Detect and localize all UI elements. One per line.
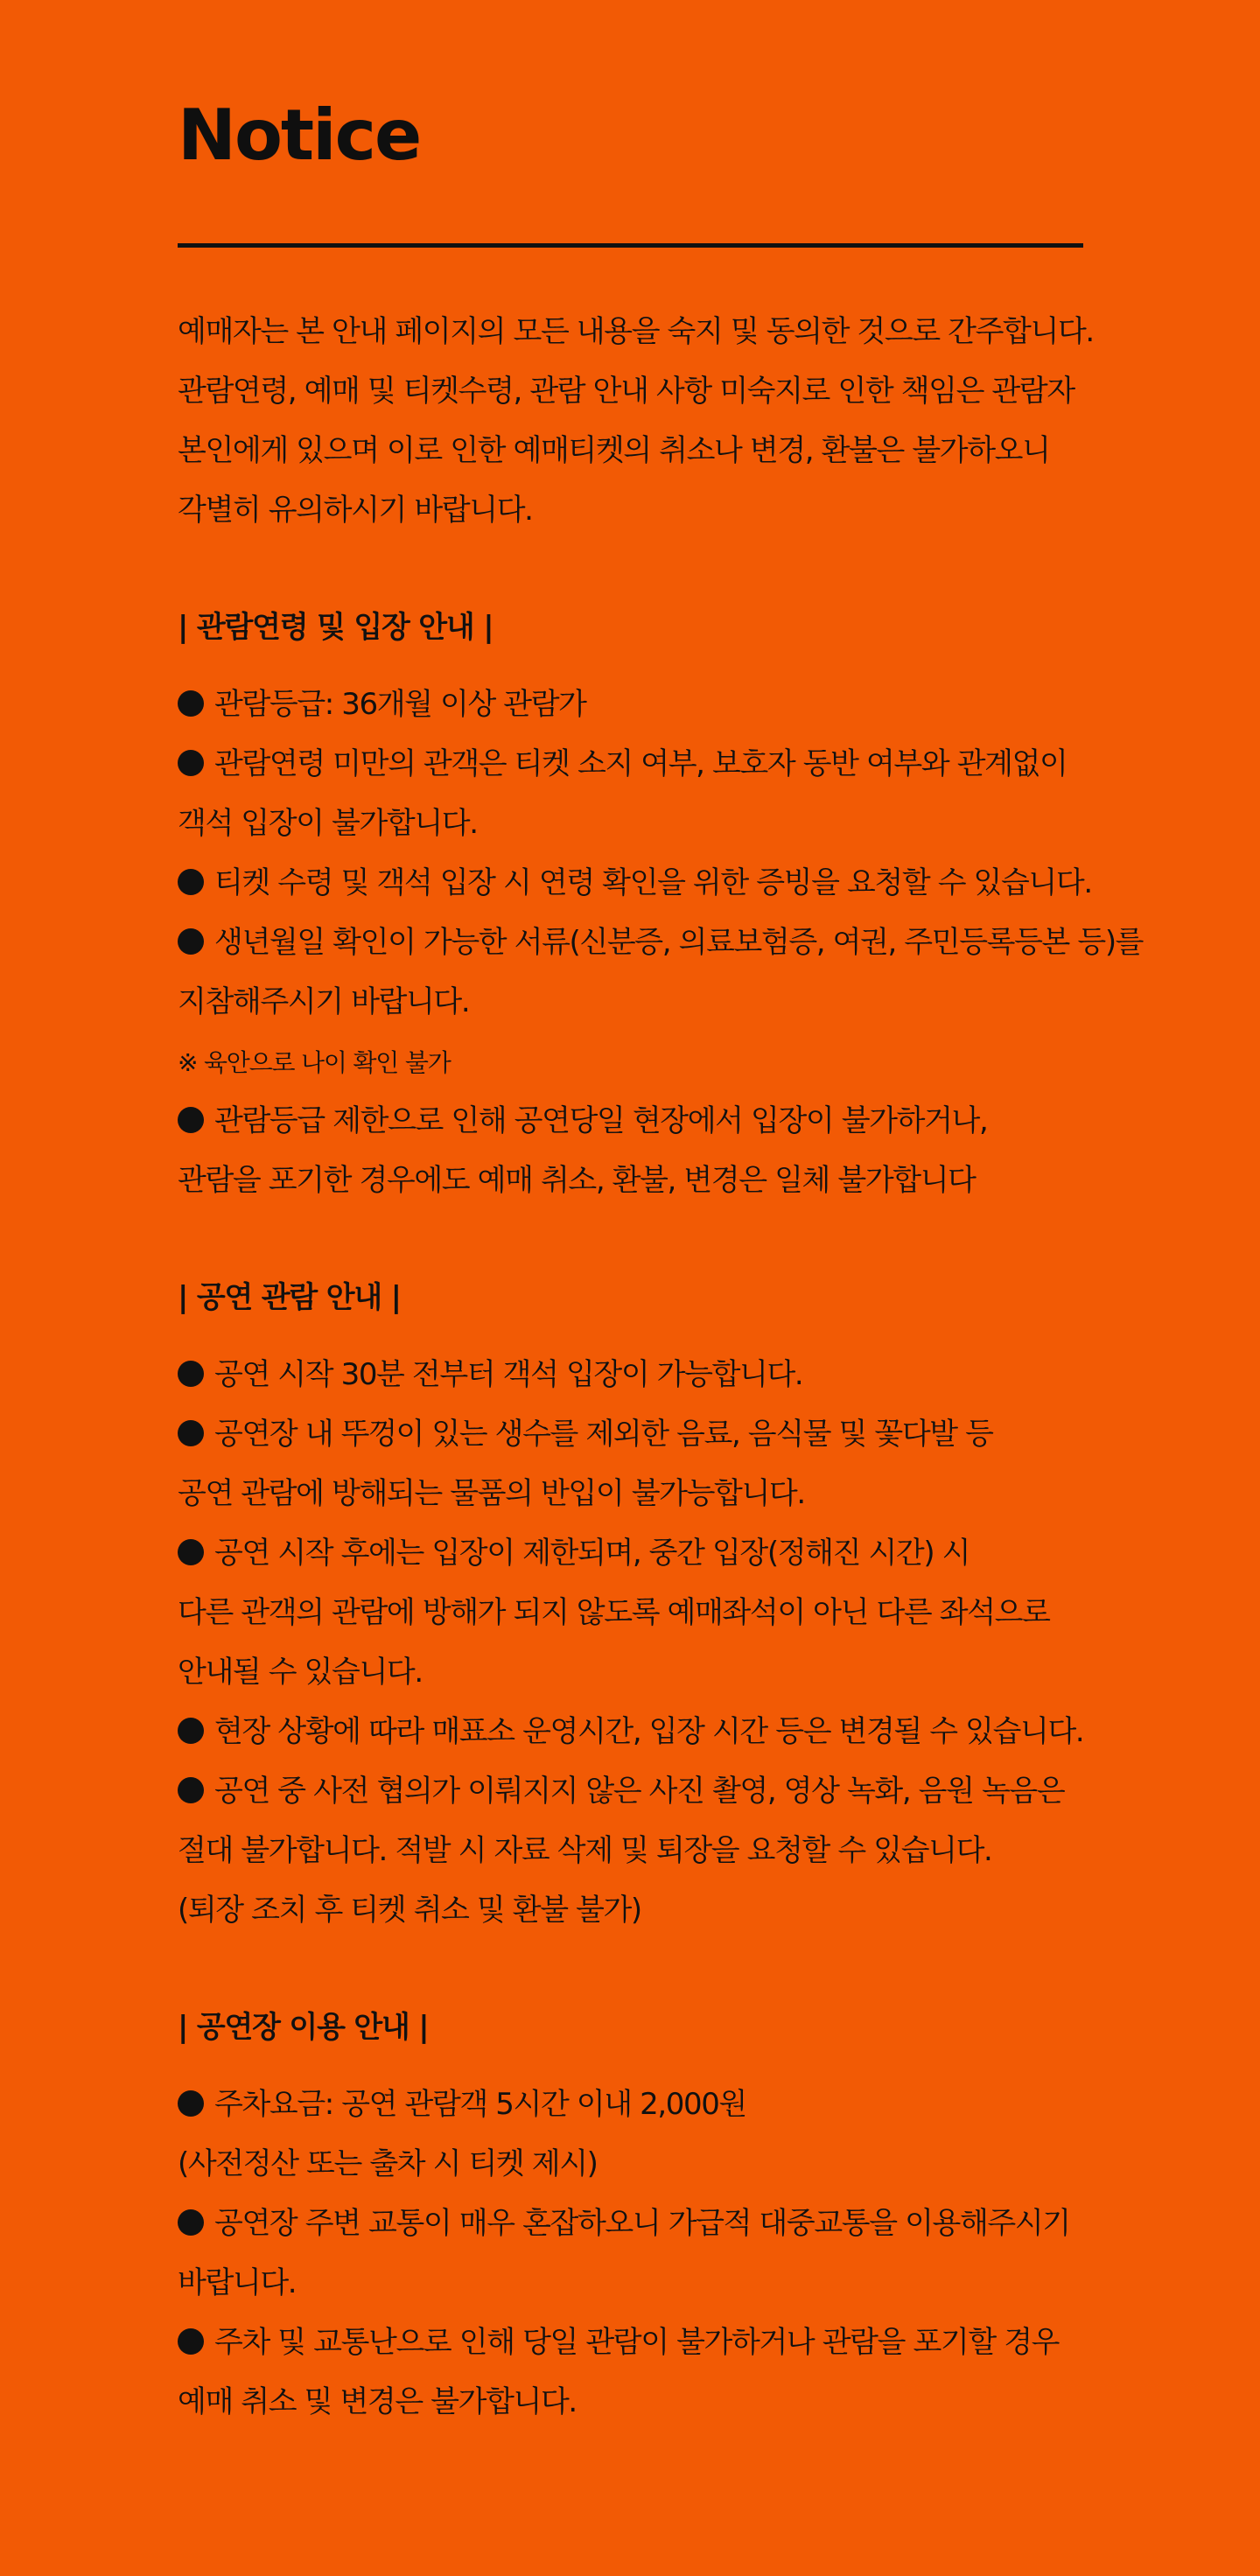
bullet-text: 관람연령 미만의 관객은 티켓 소지 여부, 보호자 동반 여부와 관계없이 <box>214 746 1068 781</box>
bullet-item <box>178 1523 1260 1583</box>
bullet-text: 공연 관람에 방해되는 물품의 반입이 불가능합니다. <box>178 1476 805 1511</box>
bullet-text: ※ 육안으로 나이 확인 불가 <box>178 1048 451 1077</box>
bullet-text: 주차 및 교통난으로 인해 당일 관람이 불가하거나 관람을 포기할 경우 <box>214 2325 1060 2360</box>
bullet-text: 관람을 포기한 경우에도 예매 취소, 환불, 변경은 일체 불가합니다 <box>178 1163 976 1198</box>
bullet-item <box>178 2313 1260 2372</box>
bullet-item <box>178 1761 1260 1821</box>
bullet-text: (사전정산 또는 출차 시 티켓 제시) <box>178 2146 598 2181</box>
bullet-item <box>178 1091 1260 1151</box>
bullet-text: 관람등급 제한으로 인해 공연당일 현장에서 입장이 불가하거나, <box>214 1103 988 1138</box>
bullet-text: 관람등급: 36개월 이상 관람가 <box>214 687 586 722</box>
section-list-venue <box>178 2075 1260 2432</box>
page-title: Notice <box>178 94 421 176</box>
section-list-admission <box>178 675 1260 1210</box>
bullet-item <box>178 2075 1260 2134</box>
bullet-text: 바랍니다. <box>178 2265 297 2300</box>
bullet-text: 공연장 주변 교통이 매우 혼잡하오니 가급적 대중교통을 이용해주시기 <box>214 2206 1070 2241</box>
section-heading-venue: | 공연장 이용 안내 | <box>178 2010 429 2045</box>
bullet-text: 객석 입장이 불가합니다. <box>178 806 478 841</box>
bullet-item <box>178 2194 1260 2253</box>
bullet-icon <box>178 750 204 776</box>
bullet-icon <box>178 2090 204 2117</box>
title-divider <box>178 243 1083 248</box>
section-list-viewing <box>178 1345 1260 1940</box>
bullet-icon <box>178 1718 204 1744</box>
section-heading-viewing: | 공연 관람 안내 | <box>178 1280 401 1315</box>
bullet-text: 주차요금: 공연 관람객 5시간 이내 2,000원 <box>214 2087 746 2122</box>
bullet-icon <box>178 1420 204 1446</box>
bullet-icon <box>178 869 204 895</box>
bullet-text: 절대 불가합니다. 적발 시 자료 삭제 및 퇴장을 요청할 수 있습니다. <box>178 1833 992 1868</box>
bullet-item <box>178 853 1260 913</box>
section-heading-admission: | 관람연령 및 입장 안내 | <box>178 610 494 645</box>
bullet-text: 공연 시작 후에는 입장이 제한되며, 중간 입장(정해진 시간) 시 <box>214 1536 970 1571</box>
bullet-icon <box>178 1777 204 1803</box>
bullet-text: 공연장 내 뚜껑이 있는 생수를 제외한 음료, 음식물 및 꽃다발 등 <box>214 1417 993 1452</box>
bullet-text: 공연 중 사전 협의가 이뤄지지 않은 사진 촬영, 영상 녹화, 음원 녹음은 <box>214 1774 1065 1809</box>
bullet-text: 공연 시작 30분 전부터 객석 입장이 가능합니다. <box>214 1357 803 1392</box>
bullet-text: (퇴장 조치 후 티켓 취소 및 환불 불가) <box>178 1893 641 1928</box>
bullet-continuation <box>178 2253 1260 2313</box>
bullet-continuation <box>178 1821 1260 1880</box>
bullet-continuation <box>178 1583 1260 1642</box>
bullet-icon <box>178 1361 204 1387</box>
bullet-continuation <box>178 1642 1260 1702</box>
bullet-continuation <box>178 1880 1260 1940</box>
bullet-icon <box>178 2209 204 2236</box>
bullet-continuation <box>178 1151 1260 1210</box>
bullet-icon <box>178 690 204 717</box>
bullet-item <box>178 1702 1260 1761</box>
bullet-item <box>178 1345 1260 1404</box>
bullet-item <box>178 734 1260 794</box>
bullet-continuation <box>178 2134 1260 2194</box>
bullet-continuation <box>178 1032 1260 1091</box>
intro-line: 각별히 유의하시기 바랍니다. <box>178 493 533 528</box>
bullet-icon <box>178 1539 204 1565</box>
bullet-text: 현장 상황에 따라 매표소 운영시간, 입장 시간 등은 변경될 수 있습니다. <box>214 1714 1084 1749</box>
intro-line: 예매자는 본 안내 페이지의 모든 내용을 숙지 및 동의한 것으로 간주합니다. <box>178 314 1094 349</box>
intro-line: 관람연령, 예매 및 티켓수령, 관람 안내 사항 미숙지로 인한 책임은 관람자 <box>178 374 1074 409</box>
bullet-item <box>178 913 1260 972</box>
bullet-text: 티켓 수령 및 객석 입장 시 연령 확인을 위한 증빙을 요청할 수 있습니다. <box>214 865 1092 900</box>
bullet-text: 생년월일 확인이 가능한 서류(신분증, 의료보험증, 여권, 주민등록등본 등)를 <box>214 925 1144 960</box>
bullet-icon <box>178 928 204 955</box>
bullet-text: 지참해주시기 바랍니다. <box>178 984 470 1019</box>
bullet-item <box>178 675 1260 734</box>
bullet-text: 안내될 수 있습니다. <box>178 1655 423 1690</box>
bullet-continuation <box>178 2372 1260 2432</box>
bullet-item <box>178 1404 1260 1464</box>
intro-paragraph <box>178 302 1260 540</box>
bullet-continuation <box>178 972 1260 1032</box>
bullet-icon <box>178 1107 204 1133</box>
bullet-text: 예매 취소 및 변경은 불가합니다. <box>178 2384 577 2419</box>
bullet-continuation <box>178 1464 1260 1523</box>
bullet-icon <box>178 2328 204 2355</box>
bullet-continuation <box>178 794 1260 853</box>
bullet-text: 다른 관객의 관람에 방해가 되지 않도록 예매좌석이 아닌 다른 좌석으로 <box>178 1595 1050 1630</box>
intro-line: 본인에게 있으며 이로 인한 예매티켓의 취소나 변경, 환불은 불가하오니 <box>178 433 1050 468</box>
